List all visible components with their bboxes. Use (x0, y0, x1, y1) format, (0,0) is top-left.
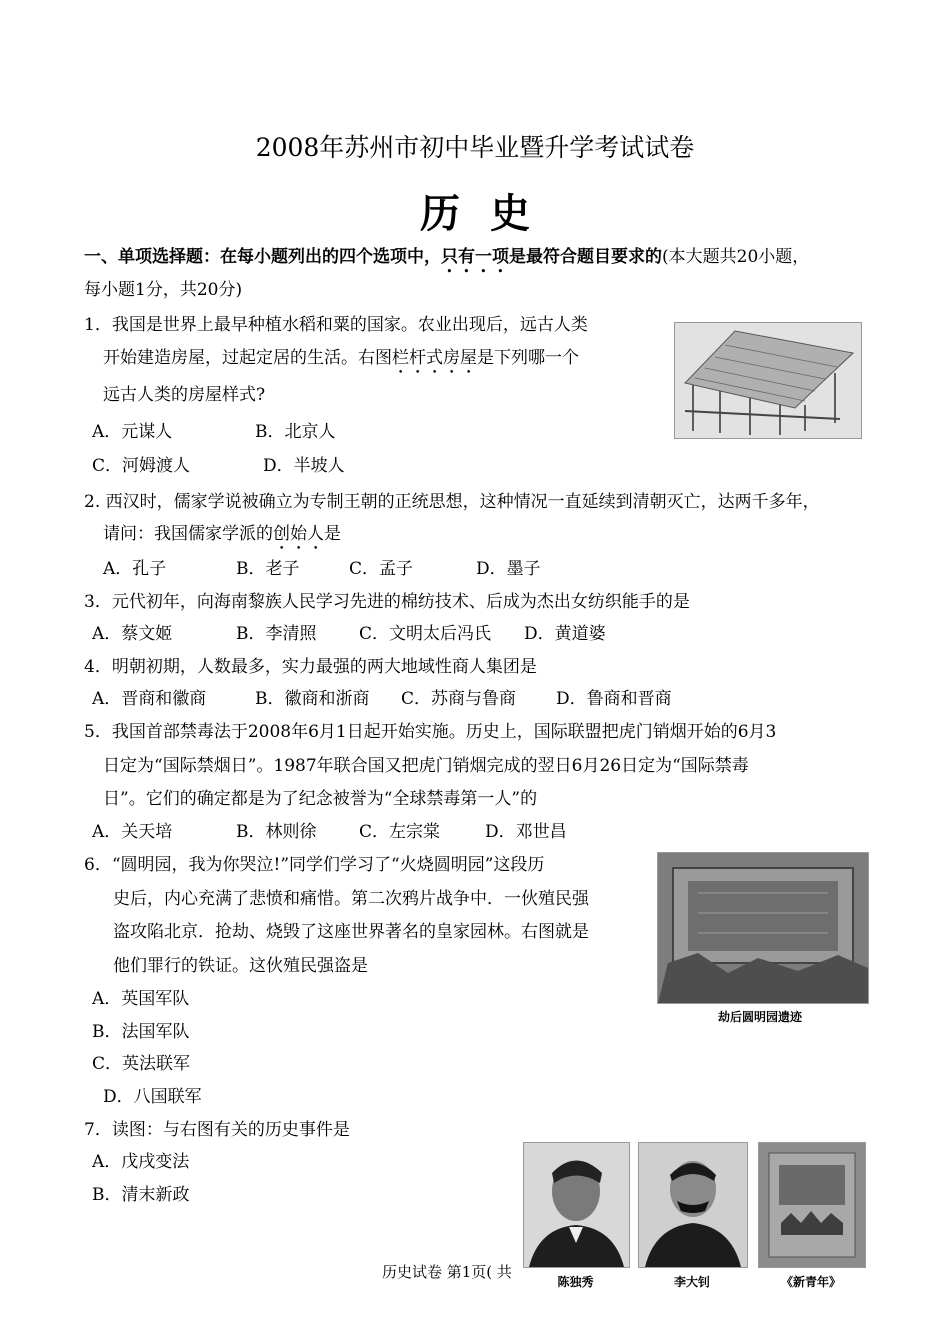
section-heading-emphasis: 只有一项 (441, 247, 509, 267)
li-dazhao-drawing (639, 1143, 747, 1267)
q6-option-a[interactable]: A．英国军队 (92, 989, 190, 1009)
q7-line-1: 7．读图：与右图有关的历史事件是 (84, 1120, 350, 1140)
q1-line-2 (103, 346, 579, 378)
q1-option-c[interactable]: C．河姆渡人 (92, 456, 191, 476)
q2-line-2-b: 是 (324, 524, 341, 544)
chen-duxiu-caption: 陈独秀 (557, 1275, 594, 1289)
stilt-house-drawing (675, 323, 861, 438)
q7-option-b[interactable]: B．清末新政 (92, 1185, 190, 1205)
new-youth-caption: 《新青年》 (780, 1275, 841, 1289)
exam-title: 2008年苏州市初中毕业暨升学考试试卷 (255, 133, 695, 162)
q2-line-2-emphasis: 创始人 (273, 524, 324, 544)
q6-line-2: 史后，内心充满了悲愤和痛惜。第二次鸦片战争中．一伙殖民强 (113, 889, 589, 909)
q5-option-b[interactable]: B．林则徐 (236, 822, 317, 842)
ruins-drawing (658, 853, 868, 1003)
q4-line-1: 4．明朝初期，人数最多，实力最强的两大地域性商人集团是 (84, 657, 537, 677)
q7-option-a[interactable]: A．戊戌变法 (92, 1152, 190, 1172)
q2-line-1: 2. 西汉时，儒家学说被确立为专制王朝的正统思想，这种情况一直延续到清朝灭亡，达两千多年， (84, 492, 820, 512)
q3-option-c[interactable]: C．文明太后冯氏 (359, 624, 492, 644)
section-heading-bold-b: 是最符合题目要求的 (509, 247, 662, 267)
page-footer: 历史试卷 第1页( 共 (382, 1263, 512, 1281)
chen-duxiu-portrait (523, 1142, 630, 1268)
q6-option-c[interactable]: C．英法联军 (92, 1054, 191, 1074)
q3-option-a[interactable]: A．蔡文姬 (92, 624, 173, 644)
new-youth-drawing (759, 1143, 865, 1267)
q1-line-2-b: 是下列哪一个 (477, 348, 579, 368)
ruins-caption: 劫后圆明园遗迹 (717, 1010, 802, 1024)
q5-line-1: 5．我国首部禁毒法于2008年6月1日起开始实施。历史上，国际联盟把虎门销烟开始的6月3 (84, 722, 777, 742)
yuanmingyuan-ruins-image (657, 852, 869, 1004)
q1-line-1: 1．我国是世界上最早种植水稻和粟的国家。农业出现后，远古人类 (84, 315, 588, 335)
new-youth-cover (758, 1142, 866, 1268)
q6-line-4: 他们罪行的铁证。这伙殖民强盗是 (113, 956, 368, 976)
q2-line-2-a: 请问：我国儒家学派的 (103, 524, 273, 544)
section-heading-note: (本大题共20小题， (662, 247, 810, 267)
q2-line-2 (103, 522, 341, 554)
q5-line-3: 日”。它们的确定都是为了纪念被誉为“全球禁毒第一人”的 (103, 789, 538, 809)
q3-option-b[interactable]: B．李清照 (236, 624, 317, 644)
q1-option-b[interactable]: B．北京人 (255, 422, 336, 442)
q1-option-d[interactable]: D．半坡人 (263, 456, 345, 476)
q3-line-1: 3．元代初年，向海南黎族人民学习先进的棉纺技术、后成为杰出女纺织能手的是 (84, 592, 690, 612)
section-heading-bold-a: 一、单项选择题：在每小题列出的四个选项中， (84, 247, 441, 267)
q2-option-b[interactable]: B．老子 (236, 559, 300, 579)
li-dazhao-portrait (638, 1142, 748, 1268)
section-heading (84, 245, 809, 277)
q1-line-2-a: 开始建造房屋，过起定居的生活。右图 (103, 348, 392, 368)
li-dazhao-caption: 李大钊 (673, 1275, 710, 1289)
q6-option-b[interactable]: B．法国军队 (92, 1022, 190, 1042)
q2-option-c[interactable]: C．孟子 (349, 559, 414, 579)
stilt-house-image (674, 322, 862, 439)
q6-line-3: 盗攻陷北京．抢劫、烧毁了这座世界著名的皇家园林。右图就是 (113, 922, 589, 942)
q5-line-2: 日定为“国际禁烟日”。1987年联合国又把虎门销烟完成的翌日6月26日定为“国际禁毒 (103, 756, 749, 776)
q6-line-1: 6．“圆明园，我为你哭泣!”同学们学习了“火烧圆明园”这段历 (84, 855, 545, 875)
q5-option-d[interactable]: D．邓世昌 (485, 822, 567, 842)
q6-option-d[interactable]: D．八国联军 (103, 1087, 202, 1107)
subject-title: 历史 (420, 190, 560, 237)
q1-line-2-emphasis: 栏杆式房屋 (392, 348, 477, 368)
chen-duxiu-drawing (524, 1143, 629, 1267)
q2-option-a[interactable]: A．孔子 (103, 559, 167, 579)
q4-option-b[interactable]: B．徽商和浙商 (255, 689, 370, 709)
q2-option-d[interactable]: D．墨子 (476, 559, 541, 579)
q1-line-3: 远古人类的房屋样式? (103, 385, 266, 405)
q4-option-d[interactable]: D．鲁商和晋商 (556, 689, 672, 709)
q3-option-d[interactable]: D．黄道婆 (524, 624, 606, 644)
q1-option-a[interactable]: A．元谋人 (92, 422, 173, 442)
q4-option-c[interactable]: C．苏商与鲁商 (401, 689, 517, 709)
q5-option-c[interactable]: C．左宗棠 (359, 822, 441, 842)
q4-option-a[interactable]: A．晋商和徽商 (92, 689, 207, 709)
q5-option-a[interactable]: A．关天培 (92, 822, 173, 842)
section-heading-note-2: 每小题1分，共20分) (84, 280, 243, 300)
